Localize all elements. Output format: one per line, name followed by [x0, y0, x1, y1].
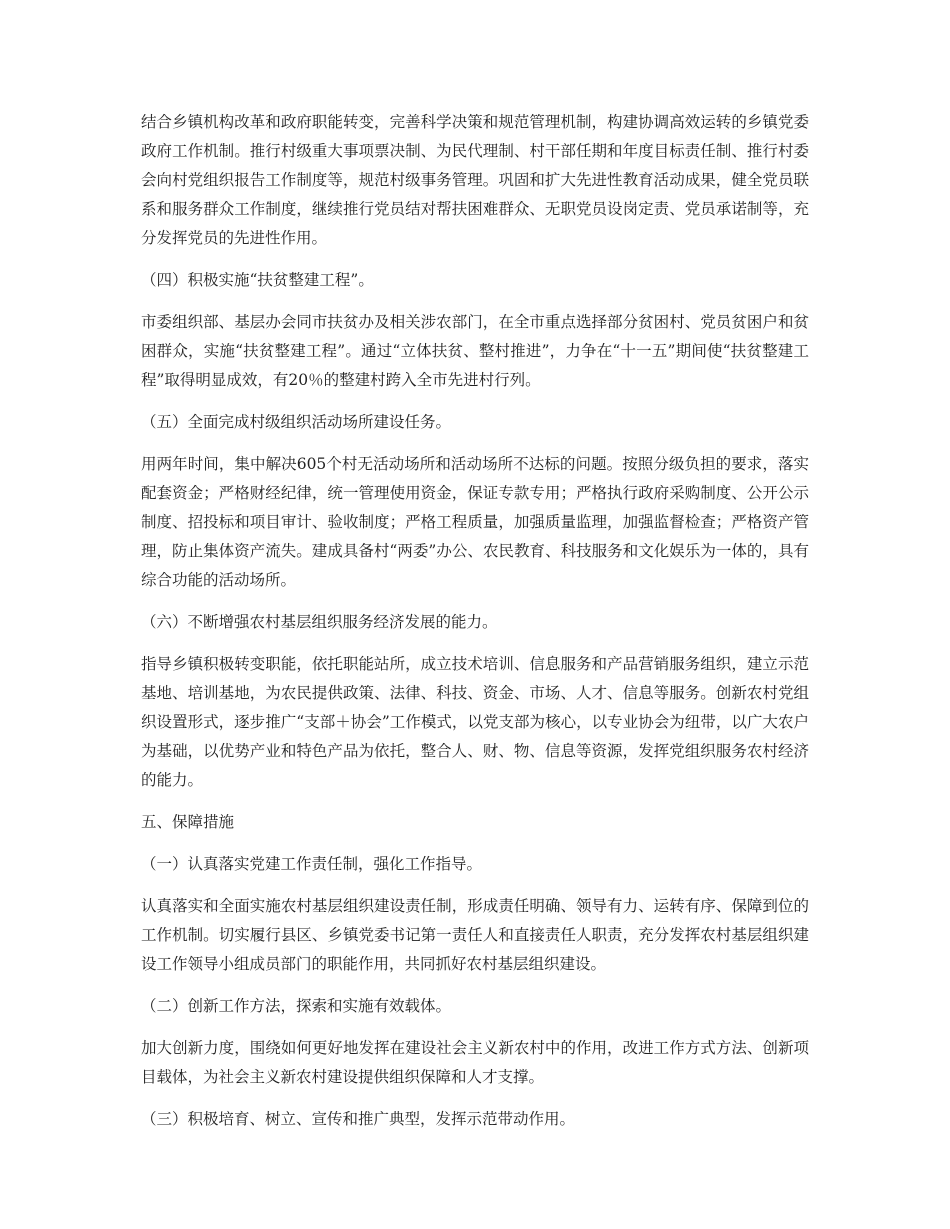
heading-responsibility-system: （一）认真落实党建工作责任制，强化工作指导。 — [141, 855, 483, 873]
paragraph-economic-service: 指导乡镇积极转变职能，依托职能站所，成立技术培训、信息服务和产品营销服务组织，建立示范基地、培训基地，为农民提供政策、法律、科技、资金、市场、人才、信息等服务。创新农村党组织设置形式，逐步推广“支部＋协会”工作模式，以党支部为核心，以专业协会为纽带，以广大农户为基础，以优势产业和特色产品为依托，整合人、财、物、信息等资源，发挥党组织服务农村经济的能力。 — [141, 655, 809, 789]
document-body — [141, 108, 809, 1147]
paragraph-responsibility-system: 认真落实和全面实施农村基层组织建设责任制，形成责任明确、领导有力、运转有序、保障到位的工作机制。切实履行县区、乡镇党委书记第一责任人和直接责任人职责，充分发挥农村基层组织建设工作领导小组成员部门的职能作用，共同抓好农村基层组织建设。 — [141, 897, 809, 973]
section-title-safeguards: 五、保障措施 — [141, 813, 235, 831]
paragraph-activity-venues: 用两年时间，集中解决605个村无活动场所和活动场所不达标的问题。按照分级负担的要求，落实配套资金；严格财经纪律，统一管理使用资金，保证专款专用；严格执行政府采购制度、公开公示制度、招投标和项目审计、验收制度；严格工程质量，加强质量监理，加强监督检查；严格资产管理，防止集体资产流失。建成具备村“两委”办公、农民教育、科技服务和文化娱乐为一体的，具有综合功能的活动场所。 — [141, 455, 809, 589]
heading-economic-service: （六）不断增强农村基层组织服务经济发展的能力。 — [141, 613, 498, 631]
paragraph-innovate-methods: 加大创新力度，围绕如何更好地发挥在建设社会主义新农村中的作用，改进工作方式方法、创新项目载体，为社会主义新农村建设提供组织保障和人才支撑。 — [141, 1039, 809, 1086]
heading-activity-venues: （五）全面完成村级组织活动场所建设任务。 — [141, 413, 452, 431]
paragraph-party-mechanism: 结合乡镇机构改革和政府职能转变，完善科学决策和规范管理机制，构建协调高效运转的乡镇党委政府工作机制。推行村级重大事项票决制、为民代理制、村干部任期和年度目标责任制、推行村委会向村党组织报告工作制度等，规范村级事务管理。巩固和扩大先进性教育活动成果，健全党员联系和服务群众工作制度，继续推行党员结对帮扶困难群众、无职党员设岗定责、党员承诺制等，充分发挥党员的先进性作用。 — [141, 113, 809, 247]
heading-poverty-project: （四）积极实施“扶贫整建工程”。 — [141, 271, 374, 289]
heading-model-examples: （三）积极培育、树立、宣传和推广典型，发挥示范带动作用。 — [141, 1110, 576, 1128]
heading-innovate-methods: （二）创新工作方法，探索和实施有效载体。 — [141, 997, 452, 1015]
paragraph-poverty-project: 市委组织部、基层办会同市扶贫办及相关涉农部门，在全市重点选择部分贫困村、党员贫困户和贫困群众，实施“扶贫整建工程”。通过“立体扶贫、整村推进”，力争在“十一五”期间使“扶贫整建工程”取得明显成效，有20％的整建村跨入全市先进村行列。 — [141, 313, 809, 389]
